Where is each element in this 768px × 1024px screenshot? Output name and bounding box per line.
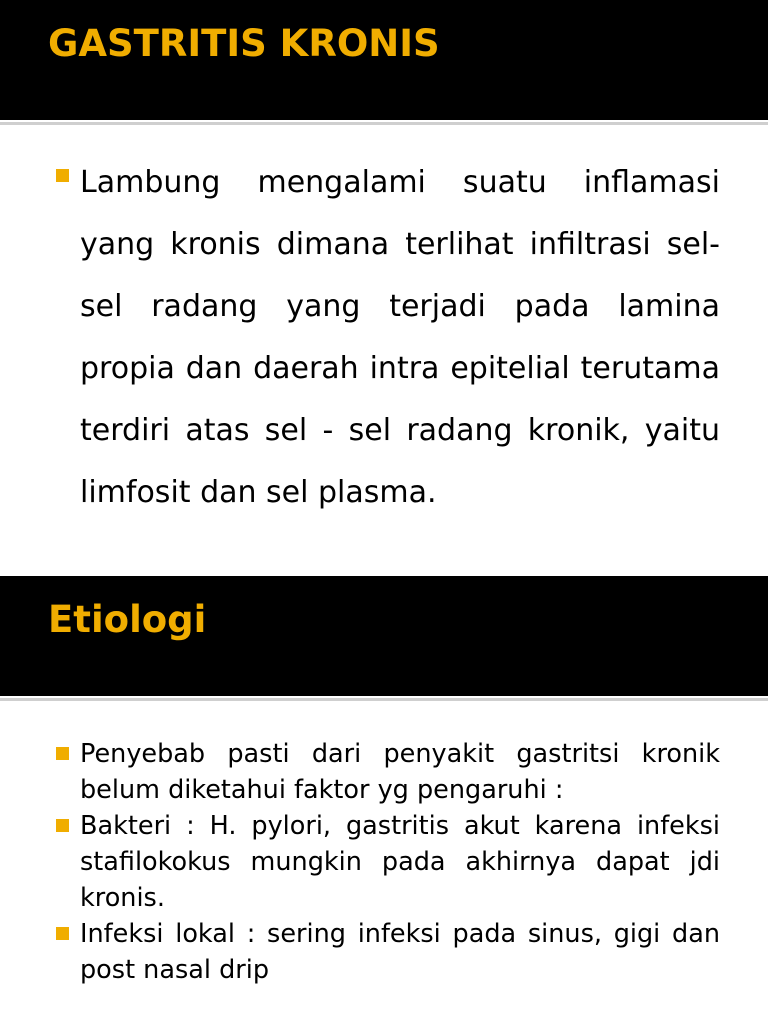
title-band <box>0 0 768 120</box>
slide-title: GASTRITIS KRONIS <box>48 22 440 65</box>
square-bullet-icon <box>56 747 69 760</box>
title-band <box>0 576 768 696</box>
square-bullet-icon <box>56 927 69 940</box>
divider <box>0 122 768 125</box>
bullet-text: Lambung mengalami suatu inflamasi yang kronis dimana terlihat infiltrasi sel- sel radang yang terjadi pada lamina propia dan daerah intra epitelial terutama terdiri atas sel - sel radang kronik, yaitu limfosit dan sel plasma. <box>80 165 720 510</box>
bullet-item <box>0 808 720 916</box>
divider <box>0 698 768 701</box>
slide-etiologi <box>0 576 768 1024</box>
bullet-item <box>0 152 720 524</box>
square-bullet-icon <box>56 169 69 182</box>
bullet-list <box>0 736 720 988</box>
square-bullet-icon <box>56 819 69 832</box>
bullet-text: Bakteri : H. pylori, gastritis akut karena infeksi stafilokokus mungkin pada akhirnya dapat jdi kronis. <box>80 811 720 913</box>
slide-title: Etiologi <box>48 598 207 641</box>
bullet-list <box>0 152 720 524</box>
bullet-item <box>0 736 720 808</box>
bullet-item <box>0 916 720 988</box>
bullet-text: Penyebab pasti dari penyakit gastritsi kronik belum diketahui faktor yg pengaruhi : <box>80 739 720 805</box>
bullet-text: Infeksi lokal : sering infeksi pada sinus, gigi dan post nasal drip <box>80 919 720 985</box>
